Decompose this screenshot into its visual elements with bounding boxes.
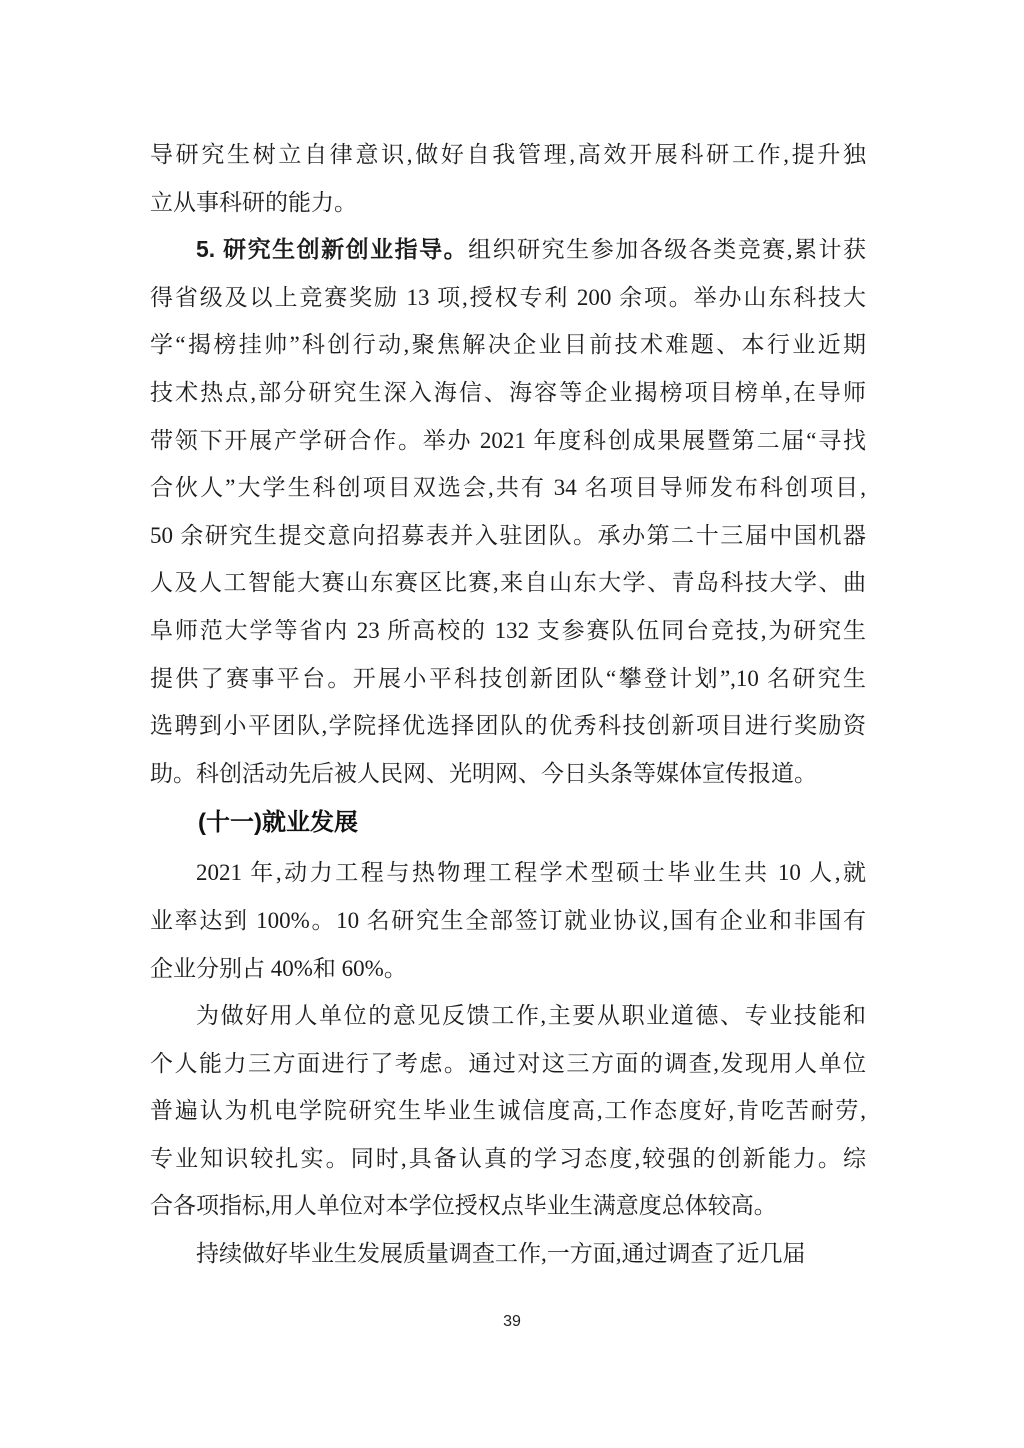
paragraph: [150, 992, 866, 1230]
page-number: 39: [503, 1313, 521, 1330]
text-line: 普遍认为机电学院研究生毕业生诚信度高,工作态度好,肯吃苦耐劳,: [150, 1098, 866, 1124]
text-line: 导研究生树立自律意识,做好自我管理,高效开展科研工作,提升独: [150, 142, 866, 167]
text-line: 企业分别占 40%和 60%。: [150, 955, 407, 981]
section-heading: (十一)就业发展: [198, 809, 358, 837]
bold-lead-label: 5. 研究生创新创业指导。: [196, 236, 469, 263]
paragraph: [150, 1230, 866, 1278]
text-line: 带领下开展产学研合作。举办 2021 年度科创成果展暨第二届“寻找: [150, 427, 866, 453]
text-line: 学“揭榜挂帅”科创行动,聚焦解决企业目前技术难题、本行业近期: [150, 332, 866, 358]
text-line: [150, 226, 866, 274]
text-line: 助。科创活动先后被人民网、光明网、今日头条等媒体宣传报道。: [150, 760, 817, 786]
text-line: 立从事科研的能力。: [150, 189, 357, 215]
paragraph: [150, 131, 866, 226]
text-line: 50 余研究生提交意向招募表并入驻团队。承办第二十三届中国机器: [150, 522, 866, 548]
text-line: 技术热点,部分研究生深入海信、海容等企业揭榜项目榜单,在导师: [150, 379, 866, 405]
text-line: 人及人工智能大赛山东赛区比赛,来自山东大学、青岛科技大学、曲: [150, 570, 866, 596]
text-line: 专业知识较扎实。同时,具备认真的学习态度,较强的创新能力。综: [150, 1145, 866, 1171]
text-line: 2021 年,动力工程与热物理工程学术型硕士毕业生共 10 人,就: [196, 860, 866, 886]
text-line: 个人能力三方面进行了考虑。通过对这三方面的调查,发现用人单位: [150, 1050, 866, 1076]
text-block: [150, 131, 866, 1278]
text-line: 合各项指标,用人单位对本学位授权点毕业生满意度总体较高。: [150, 1193, 777, 1219]
text-line: 提供了赛事平台。开展小平科技创新团队“攀登计划”,10 名研究生: [150, 665, 866, 691]
text-line: 阜师范大学等省内 23 所高校的 132 支参赛队伍同台竞技,为研究生: [150, 617, 866, 643]
text-line: 选聘到小平团队,学院择优选择团队的优秀科技创新项目进行奖励资: [150, 713, 866, 739]
text-line: 业率达到 100%。10 名研究生全部签订就业协议,国有企业和非国有: [150, 907, 866, 933]
text-line: 持续做好毕业生发展质量调查工作,一方面,通过调查了近几届: [196, 1241, 806, 1267]
paragraph: [150, 226, 866, 797]
text-run: 组织研究生参加各级各类竞赛,累计获: [468, 237, 866, 263]
text-line: 合伙人”大学生科创项目双选会,共有 34 名项目导师发布科创项目,: [150, 475, 866, 501]
text-line: 得省级及以上竞赛奖励 13 项,授权专利 200 余项。举办山东科技大: [150, 284, 866, 310]
text-line: 为做好用人单位的意见反馈工作,主要从职业道德、专业技能和: [196, 1003, 866, 1029]
paragraph: [150, 849, 866, 992]
